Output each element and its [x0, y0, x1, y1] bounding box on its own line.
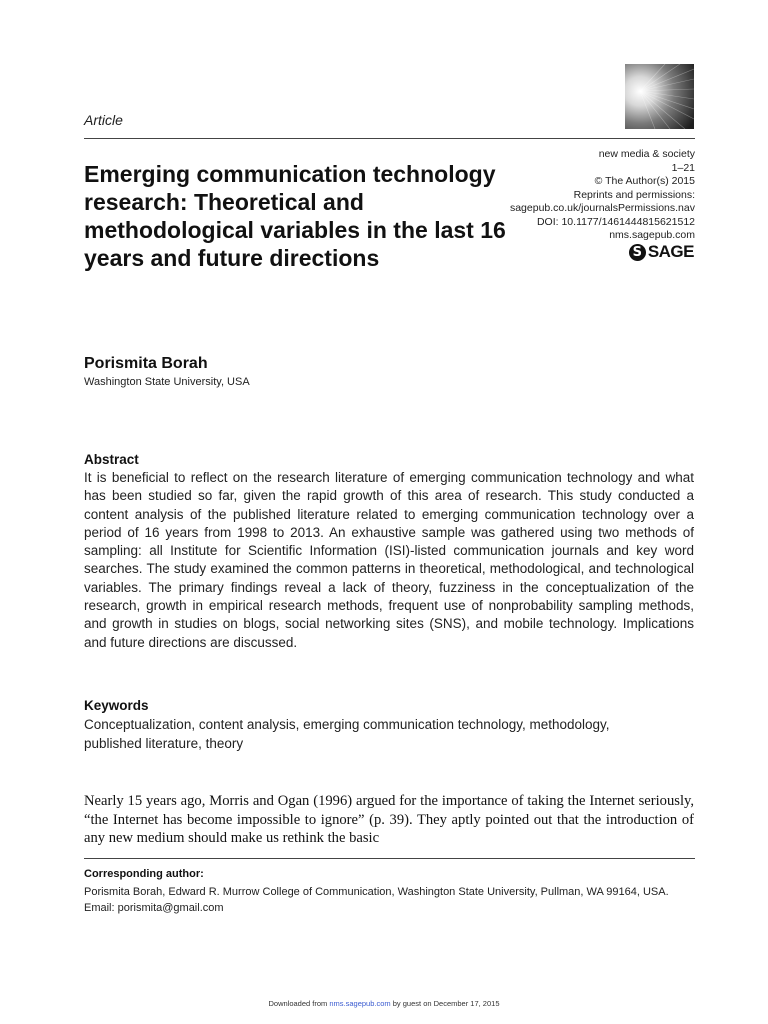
abstract-text: It is beneficial to reflect on the research literature of emerging communication technology and what has been studied so far, given the rapid growth of this area of research. This study conducted a content analysis of the published literature related to emerging communication technology over a period of 16 years from 1998 to 2013. An exhaustive sample was gathered using two methods of sampling: all Institute for Scientific Information (ISI)-listed communication journals and key word searches. The study examined the common patterns in theoretical, methodological, and technological variables. The primary findings reveal a lack of theory, fuzziness in the conceptualization of the research, growth in empirical research methods, frequent use of nonprobability sampling methods, and growth in studies on blogs, social networking sites (SNS), and mobile technology. Implications and future directions are discussed. [84, 470, 694, 650]
body-paragraph: Nearly 15 years ago, Morris and Ogan (1996) argued for the importance of taking the Internet seriously, “the Internet has become impossible to ignore” (p. 39). They aptly pointed out that the introduction of any new medium should make us rethink the basic [84, 793, 694, 847]
abstract-heading: Abstract [84, 452, 139, 467]
doi[interactable]: DOI: 10.1177/1461444815621512 [536, 215, 695, 228]
corresponding-author-details [84, 884, 704, 916]
download-link[interactable]: nms.sagepub.com [329, 999, 391, 1008]
permissions-url[interactable]: sagepub.co.uk/journalsPermissions.nav [509, 202, 695, 214]
article-type-label: Article [84, 112, 123, 128]
download-notice [0, 999, 768, 1008]
download-suffix: by guest on December 17, 2015 [390, 999, 500, 1008]
header-divider [84, 138, 695, 139]
author-name: Porismita Borah [84, 355, 208, 372]
sage-logo [629, 242, 694, 262]
sage-s-icon: S [629, 244, 646, 261]
page-range: 1–21 [671, 161, 695, 174]
journal-cover-image [625, 64, 694, 129]
sage-wordmark: SAGE [647, 242, 694, 261]
author-affiliation: Washington State University, USA [84, 376, 250, 388]
keywords-text: Conceptualization, content analysis, emerging communication technology, methodology, published literature, theory [84, 717, 610, 751]
copyright-line: © The Author(s) 2015 [594, 175, 695, 187]
reprints-label: Reprints and permissions: [573, 188, 695, 201]
footnote-divider [84, 858, 695, 859]
corresponding-author-heading: Corresponding author: [84, 868, 204, 880]
keywords-heading: Keywords [84, 698, 149, 713]
journal-url[interactable]: nms.sagepub.com [609, 229, 695, 241]
journal-name: new media & society [598, 148, 695, 160]
corresponding-email[interactable]: Email: porismita@gmail.com [84, 902, 224, 914]
download-prefix: Downloaded from [268, 999, 330, 1008]
article-title: Emerging communication technology research: Theoretical and methodological variables in the last 16 years and future directions [84, 161, 506, 271]
corresponding-address: Porismita Borah, Edward R. Murrow College of Communication, Washington State University, Pullman, WA 99164, USA. [84, 886, 669, 898]
